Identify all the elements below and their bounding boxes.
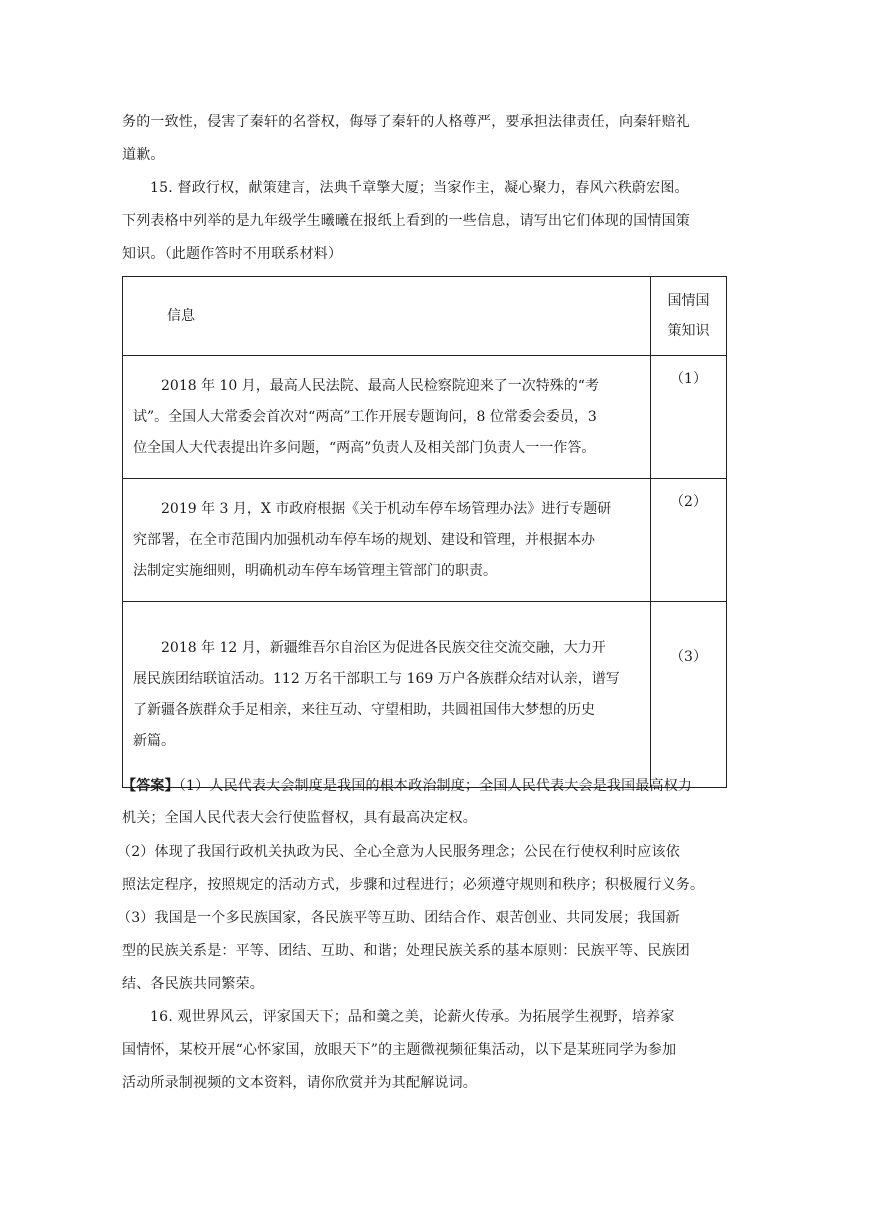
- table-row: [123, 356, 727, 479]
- knowledge-cell: （2）: [651, 479, 727, 602]
- info-cell: [123, 602, 651, 788]
- info-line: 法制定实施细则，明确机动车停车场管理主管部门的职责。: [133, 562, 497, 579]
- answer-line: 型的民族关系是：平等、团结、互助、和谐；处理民族关系的基本原则：民族平等、民族团: [122, 943, 690, 959]
- question-15-line: 知识。（此题作答时不用联系材料）: [122, 246, 343, 262]
- question-15-line: 下列表格中列举的是九年级学生曦曦在报纸上看到的一些信息，请写出它们体现的国情国策: [122, 213, 690, 229]
- info-table: [122, 276, 727, 788]
- header-knowledge-cell: [651, 277, 727, 356]
- paragraph-line: 务的一致性，侵害了秦轩的名誉权，侮辱了秦轩的人格尊严，要承担法律责任，向秦轩赔礼: [122, 114, 690, 130]
- question-15-stem: 15. 督政行权，献策建言，法典千章擎大厦；当家作主，凝心聚力，春风六秩蔚宏图。: [150, 180, 689, 196]
- table-row: [123, 602, 727, 788]
- table-row: [123, 479, 727, 602]
- info-line: 2019 年 3 月，X 市政府根据《关于机动车停车场管理办法》进行专题研: [161, 500, 612, 517]
- answer-line: 照法定程序，按照规定的活动方式，步骤和过程进行；必须遵守规则和秩序；积极履行义务。: [122, 877, 705, 893]
- answer-text: （1）人民代表大会制度是我国的根本政治制度；全国人民代表大会是我国最高权力: [178, 778, 693, 794]
- knowledge-cell: （1）: [651, 356, 727, 479]
- info-line: 展民族团结联谊活动。112 万名干部职工与 169 万户各族群众结对认亲，谱写: [133, 670, 620, 687]
- info-line: 了新疆各族群众手足相亲，来往互动、守望相助，共圆祖国伟大梦想的历史: [133, 701, 595, 718]
- info-line: 2018 年 12 月，新疆维吾尔自治区为促进各民族交往交流交融，大力开: [161, 639, 606, 656]
- info-line: 究部署，在全市范围内加强机动车停车场的规划、建设和管理，并根据本办: [133, 531, 595, 548]
- answer-line: 机关；全国人民代表大会行使监督权，具有最高决定权。: [122, 810, 477, 826]
- info-cell: [123, 356, 651, 479]
- answer-label: 【答案】: [122, 778, 179, 794]
- table-header-row: [123, 277, 727, 356]
- paragraph-line: 道歉。: [122, 147, 165, 163]
- header-knowledge-line: 策知识: [667, 323, 710, 339]
- answer-line: 结、各民族共同繁荣。: [122, 976, 264, 992]
- info-line: 试”。全国人大常委会首次对“两高”工作开展专题询问，8 位常委会委员，3: [133, 408, 597, 425]
- question-16-line: 国情怀，某校开展“心怀家国，放眼天下”的主题微视频征集活动，以下是某班同学为参加: [122, 1042, 677, 1058]
- question-16-stem: 16. 观世界风云，评家国天下；品和羹之美，论薪火传承。为拓展学生视野，培养家: [150, 1009, 675, 1025]
- header-info: 信息: [167, 307, 195, 324]
- header-knowledge-line: 国情国: [667, 293, 710, 309]
- info-line: 2018 年 10 月，最高人民法院、最高人民检察院迎来了一次特殊的“考: [161, 377, 599, 394]
- info-cell: [123, 479, 651, 602]
- header-info-cell: [123, 277, 651, 356]
- question-16-line: 活动所录制视频的文本资料，请你欣赏并为其配解说词。: [122, 1075, 477, 1091]
- info-line: 位全国人大代表提出许多问题，“两高”负责人及相关部门负责人一一作答。: [133, 439, 596, 456]
- answer-line: （3）我国是一个多民族国家，各民族平等互助、团结合作、艰苦创业、共同发展；我国新: [117, 910, 680, 926]
- answer-line: （2）体现了我国行政机关执政为民、全心全意为人民服务理念；公民在行使权利时应该依: [117, 844, 680, 860]
- info-line: 新篇。: [133, 732, 175, 749]
- answer-line: [122, 775, 742, 797]
- knowledge-cell: （3）: [651, 602, 727, 788]
